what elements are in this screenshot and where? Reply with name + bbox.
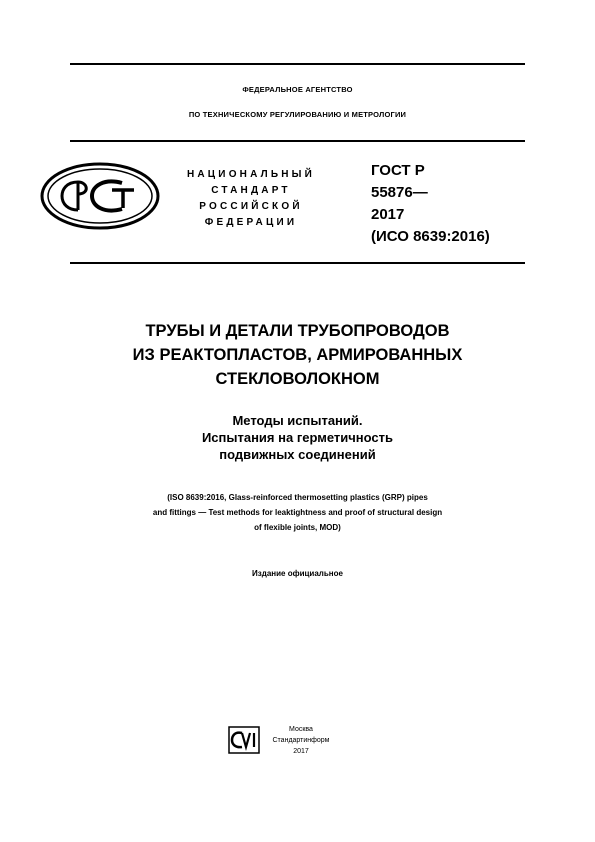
national-standard-label (172, 167, 330, 231)
document-subtitle (0, 412, 595, 463)
subtitle-line: Испытания на герметичность (201, 430, 394, 445)
publisher-info (266, 724, 336, 757)
intl-line: (ISO 8639:2016, Glass-reinforced thermosetting plastics (GRP) pipes (167, 493, 428, 502)
subtitle-line: подвижных соединений (219, 447, 376, 462)
designation-line: (ИСО 8639:2016) (371, 228, 490, 245)
subtitle-line: Методы испытаний. (232, 413, 363, 428)
title-line: ИЗ РЕАКТОПЛАСТОВ, АРМИРОВАННЫХ (132, 346, 463, 364)
publisher-name: Стандартинформ (272, 737, 330, 744)
national-label-line: РОССИЙСКОЙ (199, 201, 303, 212)
title-line: ТРУБЫ И ДЕТАЛИ ТРУБОПРОВОДОВ (145, 322, 450, 340)
agency-line-2: ПО ТЕХНИЧЕСКОМУ РЕГУЛИРОВАНИЮ И МЕТРОЛОГИИ (188, 110, 407, 119)
gost-r-emblem-icon (38, 160, 162, 232)
national-label-line: СТАНДАРТ (211, 185, 291, 196)
designation-line: 2017 (371, 206, 405, 223)
standartinform-logo-icon (228, 726, 260, 754)
international-reference (0, 490, 595, 535)
document-title (0, 319, 595, 391)
intl-line: and fittings — Test methods for leaktightness and proof of structural design (152, 508, 443, 517)
publisher-city: Москва (289, 726, 313, 733)
designation-line: ГОСТ Р (371, 162, 425, 179)
official-edition-label: Издание официальное (252, 569, 343, 578)
national-label-line: НАЦИОНАЛЬНЫЙ (186, 169, 316, 180)
designation-line: 55876— (371, 184, 428, 201)
title-line: СТЕКЛОВОЛОКНОМ (215, 370, 380, 388)
header-rule (70, 140, 525, 142)
agency-line-1: ФЕДЕРАЛЬНОЕ АГЕНТСТВО (242, 85, 353, 94)
intl-line: of flexible joints, MOD) (254, 523, 341, 532)
publisher-year: 2017 (293, 748, 309, 755)
top-rule (70, 63, 525, 65)
national-label-line: ФЕДЕРАЦИИ (204, 217, 298, 228)
standard-block-rule (70, 262, 525, 264)
standard-designation (371, 160, 490, 248)
